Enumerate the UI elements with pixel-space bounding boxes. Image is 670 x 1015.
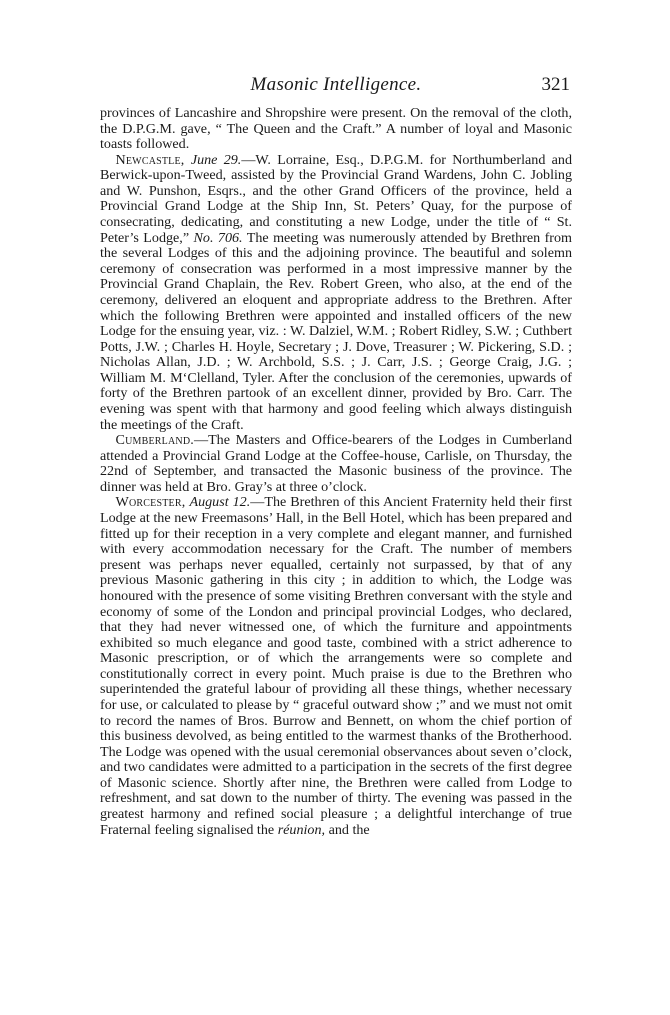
- paragraph-newcastle: [100, 153, 572, 433]
- place-name: Cumberland.: [115, 432, 194, 449]
- italic-word: réunion,: [277, 821, 326, 838]
- page-number: 321: [541, 74, 570, 95]
- place-name: Newcastle,: [115, 151, 185, 168]
- date: August 12.: [189, 494, 251, 511]
- lodge-number: No. 706.: [193, 229, 243, 246]
- paragraph-text: —The Brethren of this Ancient Fraternity held their first Lodge at the new Freemasons’ Hall, in the Bell Hotel, which has been prepared and fitted up for their reception in a very complete and elegant manner, and furnished with every accommodation necessary for the Craft. The number of members present was perhaps never equalled, certainly not surpassed, by that of any previous Masonic gathering in this city ; in addition to which, the Lodge was honoured with the presence of some visiting Brethren conversant with the style and economy of some of the London and principal provincial Lodges, who declared, that they had never witnessed one, of which the furniture and appointments exhibited so much elegance and good taste, combined with a strict adherence to Masonic prescription, or of which the arrangements were so complete and constitutionally correct in every point. Much praise is due to the Brethren who superintended the grateful labour of providing all these things, whether necessary for use, or calculated to please by “ graceful outward show ;” and we must not omit to record the names of Bros. Burrow and Bennett, on whom the chief portion of this business devolved, as being entitled to the warmest thanks of the Brotherhood. The Lodge was opened with the usual ceremonial observances about seven o’clock, and two candidates were admitted to a participation in the secrets of the first degree of Masonic science. Shortly after nine, the Brethren were called from Lodge to refreshment, and sat down to the number of thirty. The evening was passed in the greatest harmony and refined social pleasure ; a delightful interchange of true Fraternal feeling signalised the: [100, 494, 573, 838]
- running-title: Masonic Intelligence.: [250, 74, 422, 95]
- paragraph-cumberland: [100, 433, 572, 495]
- running-head: [100, 74, 572, 98]
- paragraph-text: and the: [328, 821, 370, 838]
- page: [100, 74, 572, 838]
- paragraph-text: provinces of Lancashire and Shropshire were present. On the removal of the cloth, the D.P.G.M. gave, “ The Queen and the Craft.” A number of loyal and Masonic toasts followed.: [100, 105, 572, 153]
- place-name: Worcester,: [115, 494, 186, 511]
- paragraph-lancashire-continuation: [100, 106, 572, 153]
- date: June 29.: [190, 151, 242, 168]
- paragraph-text: —W. Lorraine, Esq., D.P.G.M. for Northumberland and Berwick-upon-Tweed, assisted by the Provincial Grand Wardens, John C. Jobling and W. Punshon, Esqrs., and the other Grand Officers of the province, held a Provincial Grand Lodge at the Ship Inn, St. Peters’ Quay, for the purpose of consecrating, dedicating, and constituting a new Lodge, under the title of “ St. Peter’s Lodge,”: [100, 151, 572, 246]
- paragraph-text: —The Masters and Office-bearers of the Lodges in Cumberland attended a Provincial Grand Lodge at the Coffee-house, Carlisle, on Thursday, the 22nd of September, and transacted the Masonic business of the province. The dinner was held at Bro. Gray’s at three o’clock.: [100, 432, 572, 495]
- paragraph-text: The meeting was numerously attended by Brethren from the several Lodges of this and the adjoining province. The beautiful and solemn ceremony of consecration was performed in a most impressive manner by the Provincial Grand Chaplain, the Rev. Robert Green, who also, at the end of the ceremony, delivered an eloquent and appropriate address to the Brethren. After which the following Brethren were appointed and installed officers of the new Lodge for the ensuing year, viz. : W. Dalziel, W.M. ; Robert Ridley, S.W. ; Cuthbert Potts, J.W. ; Charles H. Hoyle, Secretary ; J. Dove, Treasurer ; W. Pickering, S.D. ; Nicholas Allan, J.D. ; W. Archbold, S.S. ; J. Carr, J.S. ; George Craig, J.G. ; William M. M‘Clelland, Tyler. After the conclusion of the ceremonies, upwards of forty of the Brethren partook of an excellent dinner, provided by Bro. Carr. The evening was spent with that harmony and good feeling which always distinguish the meetings of the Craft.: [100, 229, 572, 433]
- article-body: [100, 106, 572, 838]
- paragraph-worcester: [100, 495, 572, 838]
